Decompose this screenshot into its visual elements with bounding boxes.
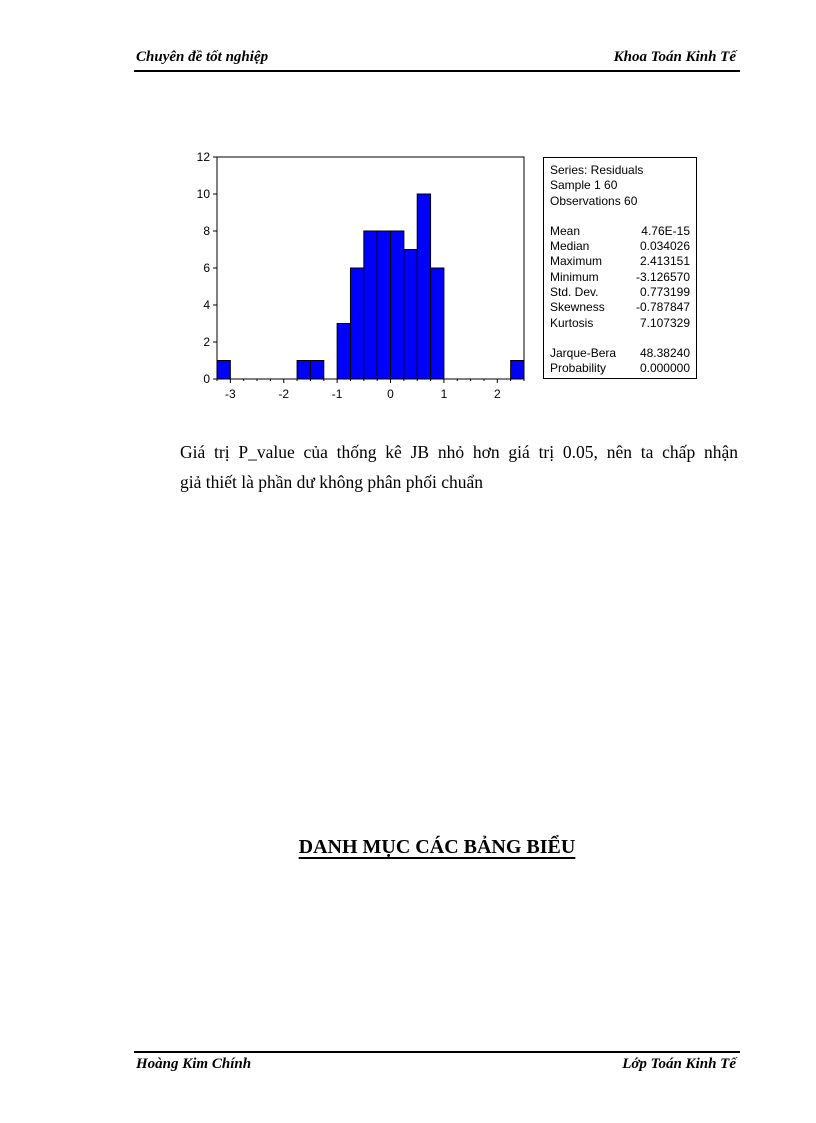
- histogram-bar: [217, 361, 230, 380]
- stat-value: 2.413151: [639, 254, 690, 269]
- stats-tests: [550, 346, 690, 377]
- histogram-bar: [431, 268, 444, 379]
- stat-label: Kurtosis: [550, 315, 594, 330]
- stat-row: [550, 239, 690, 254]
- histogram-bar: [404, 250, 417, 380]
- x-tick-label: 1: [440, 387, 448, 401]
- stat-value: 0.034026: [639, 239, 690, 254]
- header-left-text: Chuyên đề tốt nghiệp: [136, 49, 269, 65]
- stat-row: [550, 270, 690, 285]
- x-tick-label: -2: [278, 387, 290, 401]
- x-tick-label: 0: [387, 387, 394, 401]
- histogram-bar: [417, 194, 430, 379]
- test-row: [550, 361, 690, 376]
- histogram-bar: [310, 361, 323, 380]
- histogram-bar: [350, 268, 363, 379]
- stat-row: [550, 316, 690, 331]
- stat-value: 0.773199: [639, 285, 690, 300]
- y-tick-label: 12: [196, 150, 210, 164]
- header-rule: [134, 70, 740, 72]
- stats-panel: [543, 157, 697, 379]
- stat-value: 7.107329: [639, 315, 690, 330]
- y-tick-label: 10: [196, 187, 210, 201]
- residuals-histogram: [180, 145, 530, 405]
- stats-sample: Sample 1 60: [550, 178, 618, 193]
- stat-label: Maximum: [550, 254, 603, 269]
- y-tick-label: 6: [203, 261, 210, 275]
- stat-label: Median: [550, 239, 590, 254]
- stat-value: 4.76E-15: [641, 223, 690, 238]
- stats-rows: [550, 224, 690, 331]
- footer-left-text: Hoàng Kim Chính: [136, 1056, 252, 1072]
- stats-observations: Observations 60: [550, 193, 638, 208]
- stat-row: [550, 254, 690, 269]
- stat-row: [550, 300, 690, 315]
- stat-label: Minimum: [550, 269, 599, 284]
- stat-value: -3.126570: [635, 269, 690, 284]
- stat-row: [550, 285, 690, 300]
- histogram-bar: [391, 231, 404, 379]
- y-tick-label: 4: [203, 298, 210, 312]
- stat-value: -0.787847: [635, 300, 690, 315]
- stat-row: [550, 224, 690, 239]
- test-label: Jarque-Bera: [550, 345, 617, 360]
- paragraph-line-1: Giá trị P_value của thống kê JB nhỏ hơn giá trị 0.05, nên ta chấp nhận: [180, 442, 738, 462]
- stat-label: Skewness: [550, 300, 605, 315]
- test-value: 48.38240: [639, 345, 690, 360]
- paragraph-line-2: giả thiết là phần dư không phân phối chuẩn: [180, 472, 484, 492]
- x-tick-label: 2: [493, 387, 501, 401]
- footer-right-text: Lớp Toán Kinh Tế: [622, 1056, 736, 1072]
- stat-label: Std. Dev.: [550, 285, 599, 300]
- section-title: DANH MỤC CÁC BẢNG BIỂU: [298, 836, 576, 858]
- y-tick-label: 8: [203, 224, 210, 238]
- test-row: [550, 346, 690, 361]
- y-tick-label: 0: [203, 372, 210, 386]
- y-tick-label: 2: [203, 335, 210, 349]
- histogram-bar: [511, 361, 524, 380]
- test-label: Probability: [550, 361, 607, 376]
- conclusion-paragraph: [180, 437, 738, 497]
- stats-series: Series: Residuals: [550, 163, 644, 177]
- x-tick-label: -3: [225, 387, 236, 401]
- footer-rule: [134, 1051, 740, 1053]
- histogram-bar: [377, 231, 390, 379]
- histogram-bar: [337, 324, 350, 380]
- stat-label: Mean: [550, 223, 581, 238]
- x-tick-label: -1: [331, 387, 343, 401]
- test-value: 0.000000: [639, 361, 690, 376]
- histogram-bar: [297, 361, 310, 380]
- header-right-text: Khoa Toán Kinh Tế: [613, 49, 736, 65]
- histogram-bar: [364, 231, 377, 379]
